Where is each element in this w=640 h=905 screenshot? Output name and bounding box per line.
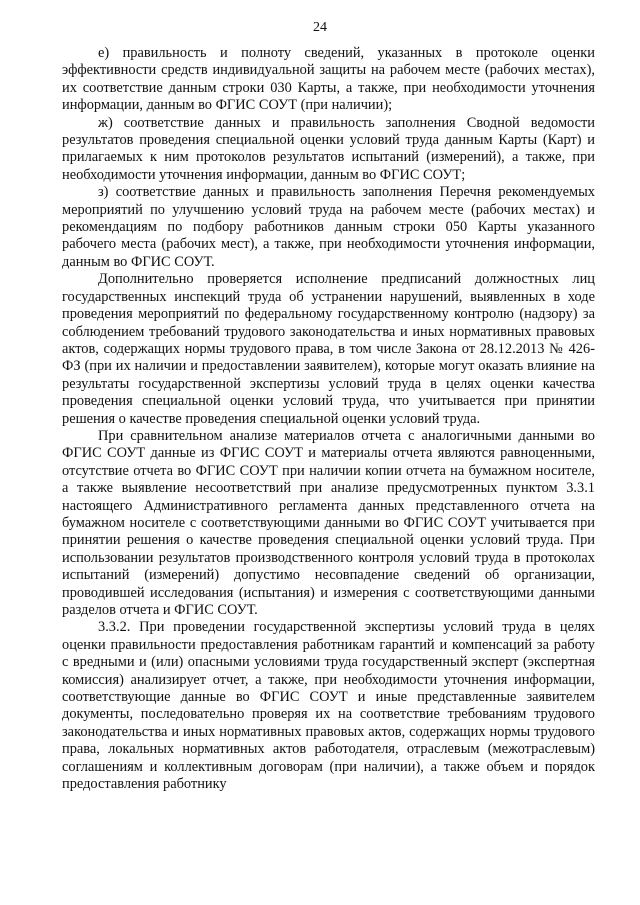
page-number: 24	[313, 20, 327, 35]
paragraph-3-3-2: 3.3.2. При проведении государственной экспертизы условий труда в целях оценки правильности предоставления работникам гарантий и компенсаций за работу с вредными и (или) опасными условиями труда государственный эксперт (экспертная комиссия) анализирует отчет, а также, при необходимости уточнения информации, соответствующие данные во ФГИС СОУТ и иные представленные заявителем документы, последовательно проверяя их на соответствие требованиям трудового законодательства и иных нормативных правовых актов, содержащих нормы трудового права, локальных нормативных актов работодателя, отраслевым (межотраслевым) соглашениям и коллективным договорам (при наличии), а также объем и порядок предоставления работнику	[62, 619, 595, 793]
document-body	[62, 45, 595, 793]
paragraph-additional-check: Дополнительно проверяется исполнение предписаний должностных лиц государственных инспекций труда об устранении нарушений, выявленных в ходе проведения мероприятий по федеральному государственному контролю (надзору) за соблюдением требований трудового законодательства и иных нормативных правовых актов, содержащих нормы трудового права, в том числе Закона от 28.12.2013 № 426-ФЗ (при их наличии и предоставлении заявителем), которые могут оказать влияние на результаты государственной экспертизы условий труда в целях оценки качества проведения специальной оценки условий труда, что учитывается при принятии решения о качестве проведения специальной оценки условий труда.	[62, 271, 595, 427]
paragraph-zh: ж) соответствие данных и правильность заполнения Сводной ведомости результатов проведения специальной оценки условий труда данным Карты (Карт) и прилагаемых к ним протоколов результатов испытаний (измерений), а также, при необходимости уточнения информации, данным во ФГИС СОУТ;	[62, 114, 595, 183]
paragraph-e: е) правильность и полноту сведений, указанных в протоколе оценки эффективности средств индивидуальной защиты на рабочем месте (рабочих местах), их соответствие данным строки 030 Карты, а также, при необходимости уточнения информации, данным во ФГИС СОУТ (при наличии);	[62, 45, 595, 114]
paragraph-comparative-analysis: При сравнительном анализе материалов отчета с аналогичными данными во ФГИС СОУТ данные из ФГИС СОУТ и материалы отчета являются равноценными, отсутствие отчета во ФГИС СОУТ при наличии копии отчета на бумажном носителе, а также выявление несоответствий при анализе предусмотренных пунктом 3.3.1 настоящего Административного регламента данных представленного отчета на бумажном носителе с соответствующими данными во ФГИС СОУТ учитывается при принятии решения о качестве проведения специальной оценки условий труда. При использовании результатов производственного контроля условий труда в протоколах испытаний (измерений) допустимо несовпадение сведений об организации, проводившей исследования (испытания) и измерения с соответствующими данными разделов отчета и ФГИС СОУТ.	[62, 427, 595, 618]
paragraph-z: з) соответствие данных и правильность заполнения Перечня рекомендуемых мероприятий по улучшению условий труда на рабочем месте (рабочих местах) и рекомендациям по подбору работников данным строки 050 Карты указанного рабочего места (рабочих мест), а также, при необходимости уточнения информации, данным во ФГИС СОУТ.	[62, 184, 595, 270]
